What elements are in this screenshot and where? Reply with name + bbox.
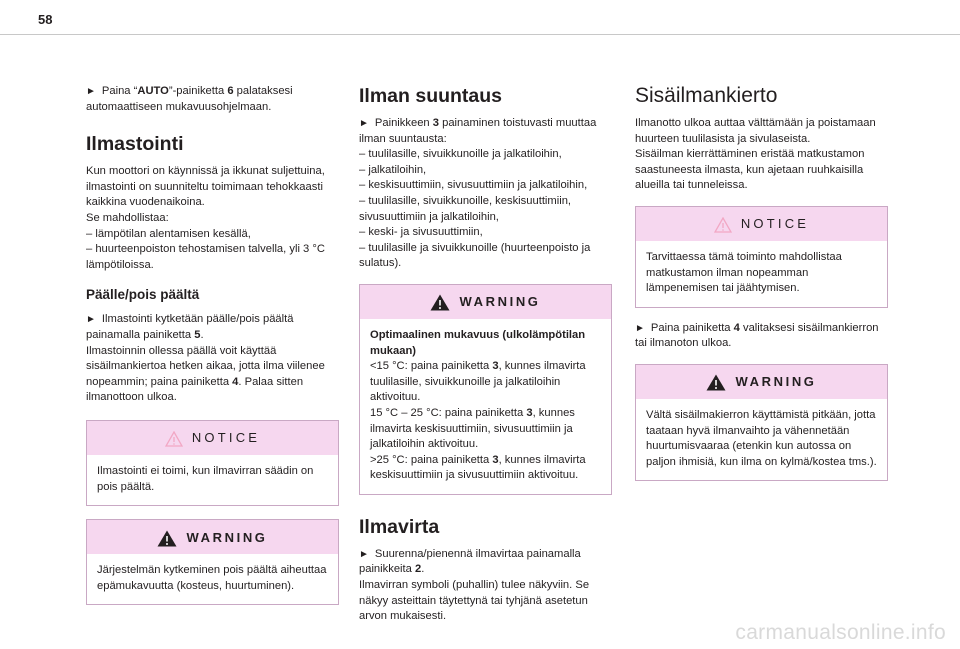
notice-box — [86, 420, 339, 506]
column-3 — [635, 84, 890, 481]
warning-text: Järjestelmän kytkeminen pois päältä aiheuttaa epämukavuutta (kosteus, huurtuminen). — [97, 564, 327, 592]
warning-triangle-icon — [430, 294, 450, 311]
warning-label: WARNING — [186, 529, 268, 545]
warning-label: WARNING — [459, 294, 541, 310]
heading-air-direction: Ilman suuntaus — [359, 85, 503, 107]
recirculation-description: Ilmanotto ulkoa auttaa välttämään ja poistamaan huurteen tuulilasista ja sivulaseista. Sisäilman kierrättäminen eristää matkustamon saastuneesta ilmasta, kun ajetaan ruuhkaisilla alueilla tai tunneleissa. — [635, 117, 876, 192]
notice-box — [635, 206, 888, 308]
warning-triangle-icon — [706, 374, 726, 391]
warning-label: WARNING — [735, 374, 817, 390]
warning-title: Optimaalinen mukavuus (ulkolämpötilan mukaan) — [370, 328, 586, 357]
warning-header — [636, 365, 887, 399]
heading-air-conditioning: Ilmastointi — [86, 133, 184, 156]
direction-list — [359, 147, 614, 272]
list-item: – keski- ja sivusuuttimiin, — [359, 226, 483, 239]
airflow-instruction: ► Suurenna/pienennä ilmavirtaa painamalla painikkeita 2. Ilmavirran symboli (puhallin) tulee näkyviin. Se näkyy asteittain täytettynä tai tyhjänä asetetun arvon mukaisesti. — [359, 547, 590, 623]
warning-box — [359, 284, 612, 495]
heading-recirculation: Sisäilmankierto — [635, 84, 778, 107]
warning-line: >25 °C: paina painiketta 3, kunnes ilmavirta keskisuuttimiin ja sivusuuttimiin aktivoituu. — [370, 453, 586, 482]
column-2 — [359, 84, 614, 625]
heading-air-flow: Ilmavirta — [359, 515, 440, 538]
auto-instruction: ► Paina “AUTO”-painiketta 6 palataksesi automaattiseen mukavuusohjelmaan. — [86, 85, 293, 113]
direction-instruction: ► Painikkeen 3 painaminen toistuvasti muuttaa ilman suuntausta: — [359, 117, 597, 145]
page-number: 58 — [38, 12, 53, 27]
list-item: – keskisuuttimiin, sivusuuttimiin ja jalkatiloihin, — [359, 179, 588, 192]
notice-header — [636, 207, 887, 241]
notice-triangle-icon — [165, 431, 183, 447]
list-item: – tuulilasille ja sivuikkunoille (huurteenpoisto ja sulatus). — [359, 241, 591, 270]
watermark: carmanualsonline.info — [735, 621, 946, 644]
notice-text: Ilmastointi ei toimi, kun ilmavirran säädin on pois päältä. — [97, 464, 314, 493]
on-off-instruction: ► Ilmastointi kytketään päälle/pois päältä painamalla painiketta 5. Ilmastoinnin ollessa päällä voit käyttää sisäilmankiertoa hetken aikaa, jotta ilma viilenee nopeammin; paina painiketta 4. Palaa sitten ilmanottoon ulkoa. — [86, 313, 325, 404]
warning-triangle-icon — [157, 530, 177, 547]
notice-label: NOTICE — [191, 430, 261, 446]
notice-header — [87, 421, 338, 455]
warning-header — [87, 520, 338, 554]
recirculation-instruction: ► Paina painiketta 4 valitaksesi sisäilmankierron tai ilmanoton ulkoa. — [635, 321, 879, 350]
climate-description: Kun moottori on käynnissä ja ikkunat suljettuina, ilmastointi on suunniteltu toimimaan tehokkaasti kaikkina vuodenaikoina. Se mahdollistaa: – lämpötilan alentamisen kesällä, – huurteenpoiston tehostamisen talvella, yli 3 °C lämpötiloissa. — [86, 165, 325, 271]
notice-triangle-icon — [714, 217, 732, 233]
warning-text: Vältä sisäilmakierron käyttämistä pitkään, jotta taataan hyvä ilmanvaihto ja vähennetään huurtumisvaaraa (etenkin kun autossa on paljon ihmisiä, kun ilma on kylmä/kostea tms.). — [646, 408, 877, 468]
column-1 — [86, 84, 341, 605]
warning-box — [635, 364, 888, 481]
notice-text: Tarvittaessa tämä toiminto mahdollistaa matkustamon ilman nopeamman lämpenemisen tai jäähtymisen. — [646, 250, 842, 295]
warning-box — [86, 519, 339, 605]
list-item: – tuulilasille, sivuikkunoille, keskisuuttimiin, sivusuuttimiin ja jalkatiloihin, — [359, 194, 572, 223]
warning-line: <15 °C: paina painiketta 3, kunnes ilmavirta tuulilasille, sivuikkunoille ja jalkatiloihin aktivoituu. — [370, 360, 586, 404]
list-item: – tuulilasille, sivuikkunoille ja jalkatiloihin, — [359, 148, 562, 161]
header-divider — [0, 34, 960, 35]
notice-label: NOTICE — [740, 216, 810, 232]
list-item: – jalkatiloihin, — [359, 163, 427, 176]
warning-header — [360, 285, 611, 319]
heading-on-off: Päälle/pois päältä — [86, 287, 200, 303]
warning-line: 15 °C – 25 °C: paina painiketta 3, kunnes ilmavirta keskisuuttimiin, sivusuuttimiin ja jalkatiloihin aktivoituu. — [370, 406, 575, 451]
